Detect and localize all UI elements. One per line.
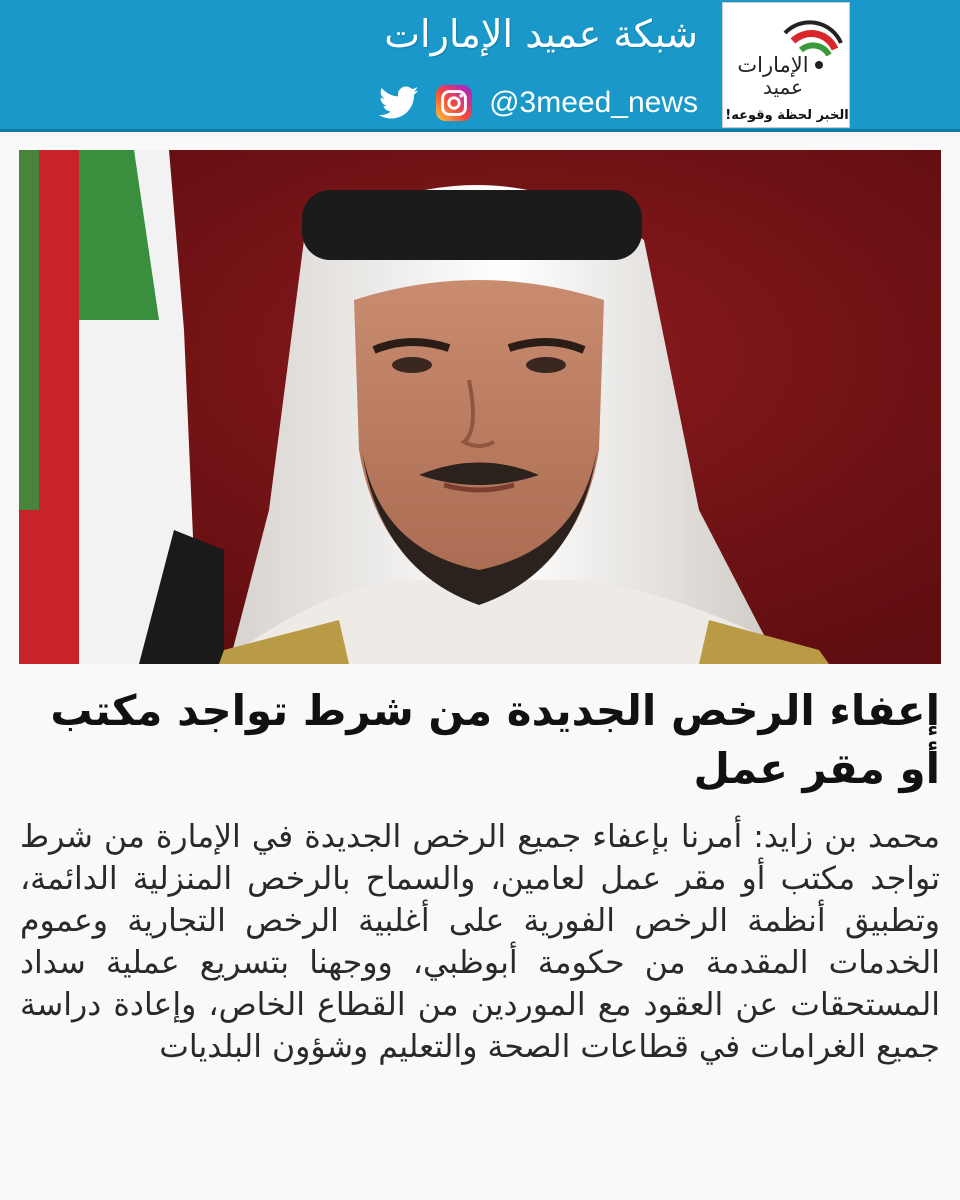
twitter-icon[interactable] — [379, 86, 419, 120]
logo-tagline: الخبر لحظة وقوعه! — [725, 108, 849, 123]
article-headline: إعفاء الرخص الجديدة من شرط تواجد مكتب أو مقر عمل — [50, 686, 940, 793]
logo-word-mid: عميد — [763, 75, 804, 99]
social-handle[interactable]: @3meed_news — [489, 86, 698, 119]
brand-logo[interactable] — [722, 2, 850, 128]
portrait-photo — [19, 150, 941, 664]
brand-name: شبكة عميد الإمارات — [384, 12, 698, 56]
article-body: محمد بن زايد: أمرنا بإعفاء جميع الرخص الجديدة في الإمارة من شرط تواجد مكتب أو مقر عمل لعامين، والسماح بالرخص المنزلية الدائمة، وتطبيق أنظمة الرخص الفورية على أغلبية الرخص التجارية وعموم الخدمات المقدمة من حكومة أبوظبي، ووجهنا بتسريع عملية سداد المستحقات عن العقود مع الموردين من القطاع الخاص، وإعادة دراسة جميع الغرامات في قطاعات الصحة والتعليم وشؤون البلديات — [20, 819, 940, 1065]
header-bar — [0, 0, 960, 132]
logo-word-top: الإمارات — [737, 53, 809, 77]
portrait-image — [19, 150, 941, 664]
social-row — [379, 80, 698, 126]
instagram-icon[interactable] — [435, 84, 473, 122]
